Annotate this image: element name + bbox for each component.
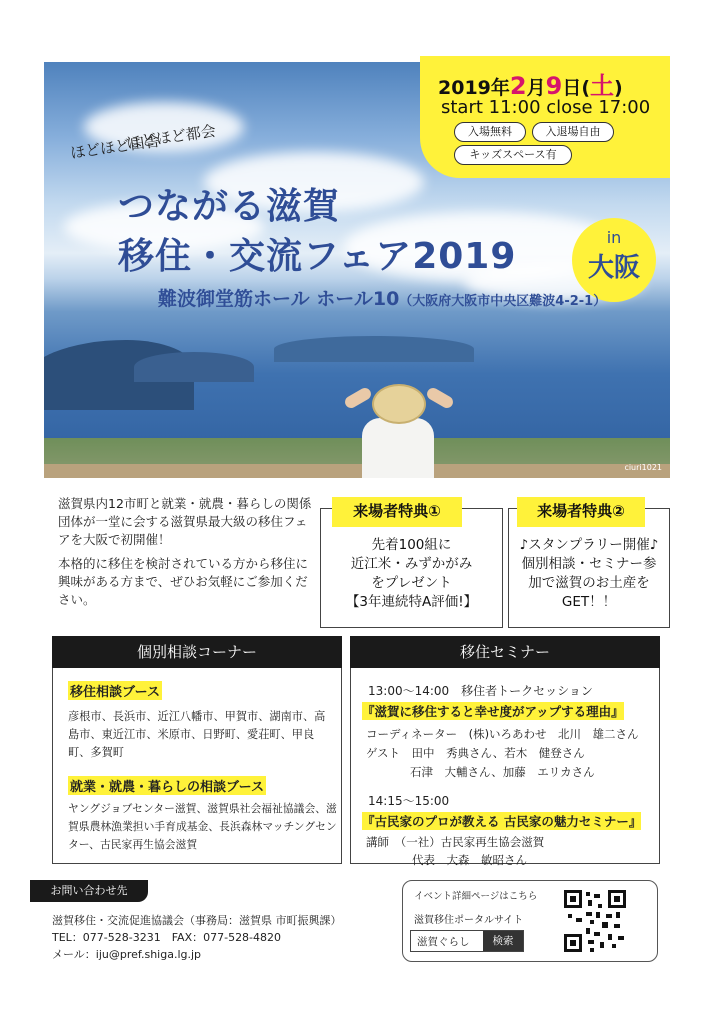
search-box bbox=[410, 930, 524, 952]
benefit-1-body: 先着100組に 近江米・みずかがみ をプレゼント 【3年連続特A評価!】 bbox=[345, 537, 478, 610]
contact-org: 滋賀移住・交流促進協議会（事務局：滋賀県 市町振興課） bbox=[52, 914, 342, 927]
work-booth-label: 就業・就農・暮らしの相談ブース bbox=[68, 776, 266, 795]
seminar-1-guests-2: 石津 大輔さん、加藤 エリカさん bbox=[410, 765, 595, 779]
qr-code[interactable] bbox=[562, 888, 628, 954]
title-line2: 移住・交流フェア2019 bbox=[118, 236, 517, 277]
seminar-2-lecturer: 講師 （一社）古民家再生協会滋賀 bbox=[366, 835, 545, 849]
venue: 難波御堂筋ホール ホール10（大阪府大阪市中央区難波4-2-1） bbox=[158, 288, 607, 310]
osaka-badge: in 大阪 bbox=[572, 218, 656, 302]
intro-paragraph-2: 本格的に移住を検討されている方から移住に興味がある方まで、ぜひお気軽にご参加ください。 bbox=[58, 556, 309, 607]
web-note: イベント詳細ページはこちら bbox=[414, 891, 538, 902]
seminar-1-coordinator: コーディネーター (株)いろあわせ 北川 雄二さん bbox=[366, 727, 639, 741]
straw-hat bbox=[372, 384, 426, 424]
search-button[interactable]: 検索 bbox=[483, 931, 523, 951]
free-entry-badge: 入場無料 bbox=[454, 122, 526, 142]
kids-space-badge: キッズスペース有 bbox=[454, 145, 572, 165]
seminar-heading: 移住セミナー bbox=[350, 636, 660, 668]
title-line1: つながる滋賀 bbox=[118, 186, 341, 227]
event-time: start 11:00 close 17:00 bbox=[441, 97, 651, 118]
booth-cities: 彦根市、長浜市、近江八幡市、甲賀市、湖南市、高島市、東近江市、米原市、日野町、愛荘町、甲良町、多賀町 bbox=[68, 710, 326, 759]
benefit-2-heading: 来場者特典② bbox=[517, 497, 645, 527]
seminar-2-title: 『古民家のプロが教える 古民家の魅力セミナー』 bbox=[362, 814, 642, 829]
seminar-1-title: 『滋賀に移住すると幸せ度がアップする理由』 bbox=[362, 704, 624, 719]
consult-heading: 個別相談コーナー bbox=[52, 636, 342, 668]
intro-paragraph-1: 滋賀県内12市町と就業・就農・暮らしの関係団体が一堂に会する滋賀県最大級の移住フェアを大阪で初開催！ bbox=[58, 496, 312, 547]
tagline-city: ほどほど都会 bbox=[125, 121, 217, 153]
portal-label: 滋賀移住ポータルサイト bbox=[414, 915, 524, 926]
benefit-1-heading: 来場者特典① bbox=[332, 497, 462, 527]
seminar-2-lecturer-name: 代表 大森 敏昭さん bbox=[412, 853, 527, 867]
migration-booth-label: 移住相談ブース bbox=[68, 681, 162, 700]
contact-tel: TEL：077-528-3231 FAX：077-528-4820 bbox=[52, 931, 282, 944]
search-input[interactable]: 滋賀ぐらし bbox=[417, 936, 470, 948]
contact-mail: メール：iju@pref.shiga.lg.jp bbox=[52, 948, 202, 961]
seminar-1-time: 13:00～14:00 移住者トークセッション bbox=[368, 684, 593, 698]
event-date: 2019年2月9日(土) bbox=[438, 72, 623, 100]
benefit-2-body: ♪スタンプラリー開催♪ 個別相談・セミナー参 加で滋賀のお土産を GET！！ bbox=[519, 537, 659, 610]
tagline-countryside: ほどほど田舎 bbox=[69, 131, 161, 163]
contact-label: お問い合わせ先 bbox=[30, 880, 148, 902]
free-exit-badge: 入退場自由 bbox=[532, 122, 614, 142]
booth-orgs: ヤングジョブセンター滋賀、滋賀県社会福祉協議会、滋賀県農林漁業担い手育成基金、長浜森林マッチングセンター、古民家再生協会滋賀 bbox=[68, 802, 337, 851]
seminar-1-guests: ゲスト 田中 秀典さん、若木 健登さん bbox=[366, 746, 585, 760]
photo-credit: ciuri1021 bbox=[624, 463, 662, 472]
seminar-2-time: 14:15～15:00 bbox=[368, 794, 450, 808]
